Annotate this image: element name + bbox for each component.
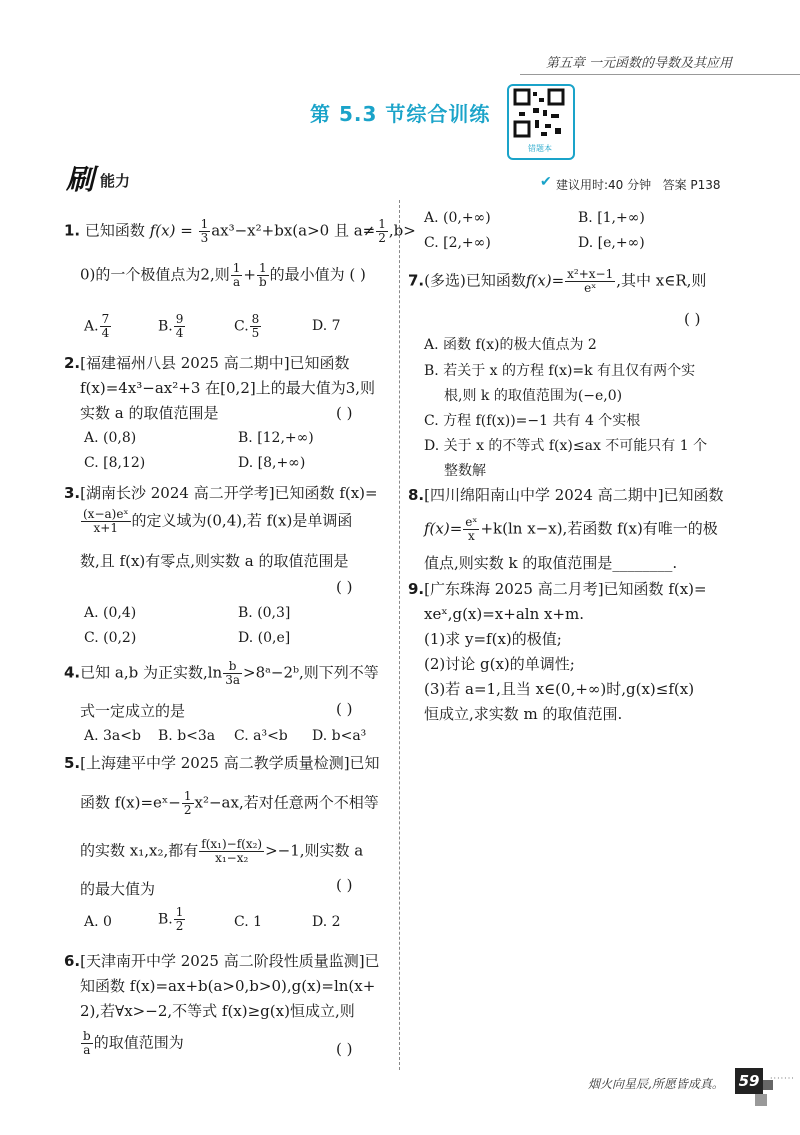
section-title: 第 5.3 节综合训练 xyxy=(310,102,491,126)
q7-option-d: D. 关于 x 的不等式 f(x)≤ax 不可能只有 1 个 xyxy=(424,438,708,454)
q1-text-e: 0)的一个极值点为2,则 xyxy=(80,265,230,284)
q8-line1: 8.[四川绵阳南山中学 2024 高二期中]已知函数 xyxy=(408,486,724,504)
q5-option-d: D. 2 xyxy=(312,914,341,930)
q9-line1: 9.[广东珠海 2025 高二月考]已知函数 f(x)= xyxy=(408,580,707,598)
q7-option-b-cont: 根,则 k 的取值范围为(−e,0) xyxy=(444,388,623,404)
q4-option-a: A. 3a<b xyxy=(84,728,141,744)
q5-answer-paren: ( ) xyxy=(336,876,353,894)
q2-option-d: D. [8,+∞) xyxy=(238,455,306,471)
check-icon: ✔ xyxy=(540,174,552,190)
q6-line1: 6.[天津南开中学 2025 高二阶段性质量监测]已 xyxy=(64,952,380,970)
qr-label: 错题本 xyxy=(528,144,552,153)
q3-fraction: $\frac{\text{(x−a)eˣ}}{x+1}$ xyxy=(83,507,129,535)
q2-answer-paren: ( ) xyxy=(336,404,353,422)
q6-option-b: B. [1,+∞) xyxy=(578,210,645,226)
header-rule xyxy=(520,74,800,75)
q4-line2: 式一定成立的是 xyxy=(80,702,186,720)
q1-frac-1-2: $\frac{1}{2}$ xyxy=(378,217,386,245)
q7-fraction: $\frac{\text{x²+x−1}}{\text{eˣ}}$ xyxy=(567,267,614,295)
answer-ref: 答案 P138 xyxy=(662,178,721,192)
q1-option-d: D. 7 xyxy=(312,318,341,334)
page-number: 59 xyxy=(735,1068,763,1094)
q7-option-a: A. 函数 f(x)的极大值点为 2 xyxy=(424,337,597,353)
column-divider xyxy=(399,200,400,1070)
q1-frac-1-3: $\frac{1}{3}$ xyxy=(200,217,209,245)
q1-line1 xyxy=(64,218,416,245)
q9-part3-cont: 恒成立,求实数 m 的取值范围. xyxy=(424,705,623,723)
q2-option-c: C. [8,12) xyxy=(84,455,146,471)
q4-option-c: C. a³<b xyxy=(234,728,288,744)
q9-line2: xeˣ,g(x)=x+aln x+m. xyxy=(424,605,585,623)
q3-line2: $\frac{\text{(x−a)eˣ}}{x+1}$ 的定义域为(0,4),若 f(x)是单调函 xyxy=(83,507,353,535)
page-decor-square xyxy=(755,1094,767,1106)
q1-option-b: B. $\frac{9}{4}$ xyxy=(158,312,184,340)
q1-expr: ax³−x²+bx(a>0 且 a≠ xyxy=(211,221,376,240)
q3-line1: 3.[湖南长沙 2024 高二开学考]已知函数 f(x)= xyxy=(64,484,378,502)
q1-option-a: A. $\frac{7}{4}$ xyxy=(84,312,110,340)
q3-answer-paren: ( ) xyxy=(336,578,353,596)
q7-option-c: C. 方程 f(f(x))=−1 共有 4 个实根 xyxy=(424,413,641,429)
q6-line3: 2),若∀x>−2,不等式 f(x)≥g(x)恒成立,则 xyxy=(80,1002,355,1020)
q5-option-b: B. $\frac{1}{2}$ xyxy=(158,905,184,933)
q4-fraction: $\frac{b}{3a}$ xyxy=(225,659,241,687)
q4-answer-paren: ( ) xyxy=(336,700,353,718)
q5-option-c: C. 1 xyxy=(234,914,263,930)
page-decor-dots: ······· xyxy=(770,1074,795,1083)
q9-part3: (3)若 a=1,且当 x∈(0,+∞)时,g(x)≤f(x) xyxy=(424,680,695,698)
q6-option-a: A. (0,+∞) xyxy=(424,210,491,226)
q3-option-c: C. (0,2) xyxy=(84,630,137,646)
q6-line4: $\frac{b}{a}$ 的取值范围为 xyxy=(83,1029,184,1057)
q1-line2: 0)的一个极值点为2,则 $\frac{1}{a}$ + $\frac{1}{b}$ 的最小值为 ( ) xyxy=(80,261,366,289)
q7-option-d-cont: 整数解 xyxy=(444,463,486,479)
q2-line2: f(x)=4x³−ax²+3 在[0,2]上的最大值为3,则 xyxy=(80,379,376,397)
q1-frac-1-b: $\frac{1}{b}$ xyxy=(258,261,267,289)
qr-pattern xyxy=(509,86,569,142)
q8-fraction: $\frac{\text{eˣ}}{x}$ xyxy=(465,515,478,543)
q3-option-b: B. (0,3] xyxy=(238,605,291,621)
q5-line4: 的最大值为 xyxy=(80,880,156,898)
q2-option-a: A. (0,8) xyxy=(84,430,137,446)
q2-line3: 实数 a 的取值范围是 xyxy=(80,404,219,422)
q6-answer-paren: ( ) xyxy=(336,1040,353,1058)
q1-option-c: C. $\frac{8}{5}$ xyxy=(234,312,260,340)
q3-option-a: A. (0,4) xyxy=(84,605,137,621)
q7-answer-paren: ( ) xyxy=(684,310,701,328)
q3-line3: 数,且 f(x)有零点,则实数 a 的取值范围是 xyxy=(80,552,349,570)
q3-option-d: D. (0,e] xyxy=(238,630,291,646)
ability-badge: 刷 xyxy=(66,163,95,196)
q5-line3: 的实数 x₁,x₂,都有 $\frac{\text{f(x₁)−f(x₂)}}{\text{x₁−x₂}}$ >−1,则实数 a xyxy=(80,837,364,865)
q2-line1: 2.[福建福州八县 2025 高二期中]已知函数 xyxy=(64,354,350,372)
q1-number: 1. xyxy=(64,221,81,240)
q1-text-d: ,b> xyxy=(388,221,416,240)
q2-option-b: B. [12,+∞) xyxy=(238,430,314,446)
q6-line2: 知函数 f(x)=ax+b(a>0,b>0),g(x)=ln(x+ xyxy=(80,977,376,995)
footer-motto: 烟火向星辰,所愿皆成真。 xyxy=(588,1077,724,1091)
q1-text-f: 的最小值为 ( ) xyxy=(269,265,366,284)
q5-line1: 5.[上海建平中学 2025 高二教学质量检测]已知 xyxy=(64,754,380,772)
q5-line2: 函数 f(x)=eˣ− $\frac{1}{2}$ x²−ax,若对任意两个不相等 xyxy=(80,789,379,817)
q6-option-d: D. [e,+∞) xyxy=(578,235,645,251)
q4-option-d: D. b<a³ xyxy=(312,728,367,744)
q7-option-b: B. 若关于 x 的方程 f(x)=k 有且仅有两个实 xyxy=(424,363,696,379)
q7-line1: 7.(多选)已知函数f(x)= $\frac{\text{x²+x−1}}{\text{eˣ}}$ ,其中 x∈R,则 xyxy=(408,267,707,295)
q6-option-c: C. [2,+∞) xyxy=(424,235,491,251)
q1-text-a: 已知函数 xyxy=(84,221,145,240)
q1-frac-1-a: $\frac{1}{a}$ xyxy=(232,261,241,289)
chapter-header: 第五章 一元函数的导数及其应用 xyxy=(545,56,732,71)
suggested-time: 建议用时:40 分钟 xyxy=(556,178,652,192)
q1-func: f(x) = xyxy=(149,221,193,240)
q8-line3: 值点,则实数 k 的取值范围是________. xyxy=(424,554,678,572)
q6-fraction: $\frac{b}{a}$ xyxy=(83,1029,91,1057)
q9-part2: (2)讨论 g(x)的单调性; xyxy=(424,655,575,673)
q4-line1: 4.已知 a,b 为正实数,ln $\frac{b}{3a}$ >8ᵃ−2ᵇ,则下列不等 xyxy=(64,659,379,687)
q4-option-b: B. b<3a xyxy=(158,728,216,744)
q5-fraction: $\frac{\text{f(x₁)−f(x₂)}}{\text{x₁−x₂}}$ xyxy=(201,837,263,865)
q5-option-a: A. 0 xyxy=(84,914,112,930)
q9-part1: (1)求 y=f(x)的极值; xyxy=(424,630,562,648)
ability-label: 能力 xyxy=(100,172,131,190)
q8-line2: f(x)= $\frac{\text{eˣ}}{x}$ +k(ln x−x),若函数 f(x)有唯一的极 xyxy=(424,515,718,543)
time-info xyxy=(556,176,721,193)
